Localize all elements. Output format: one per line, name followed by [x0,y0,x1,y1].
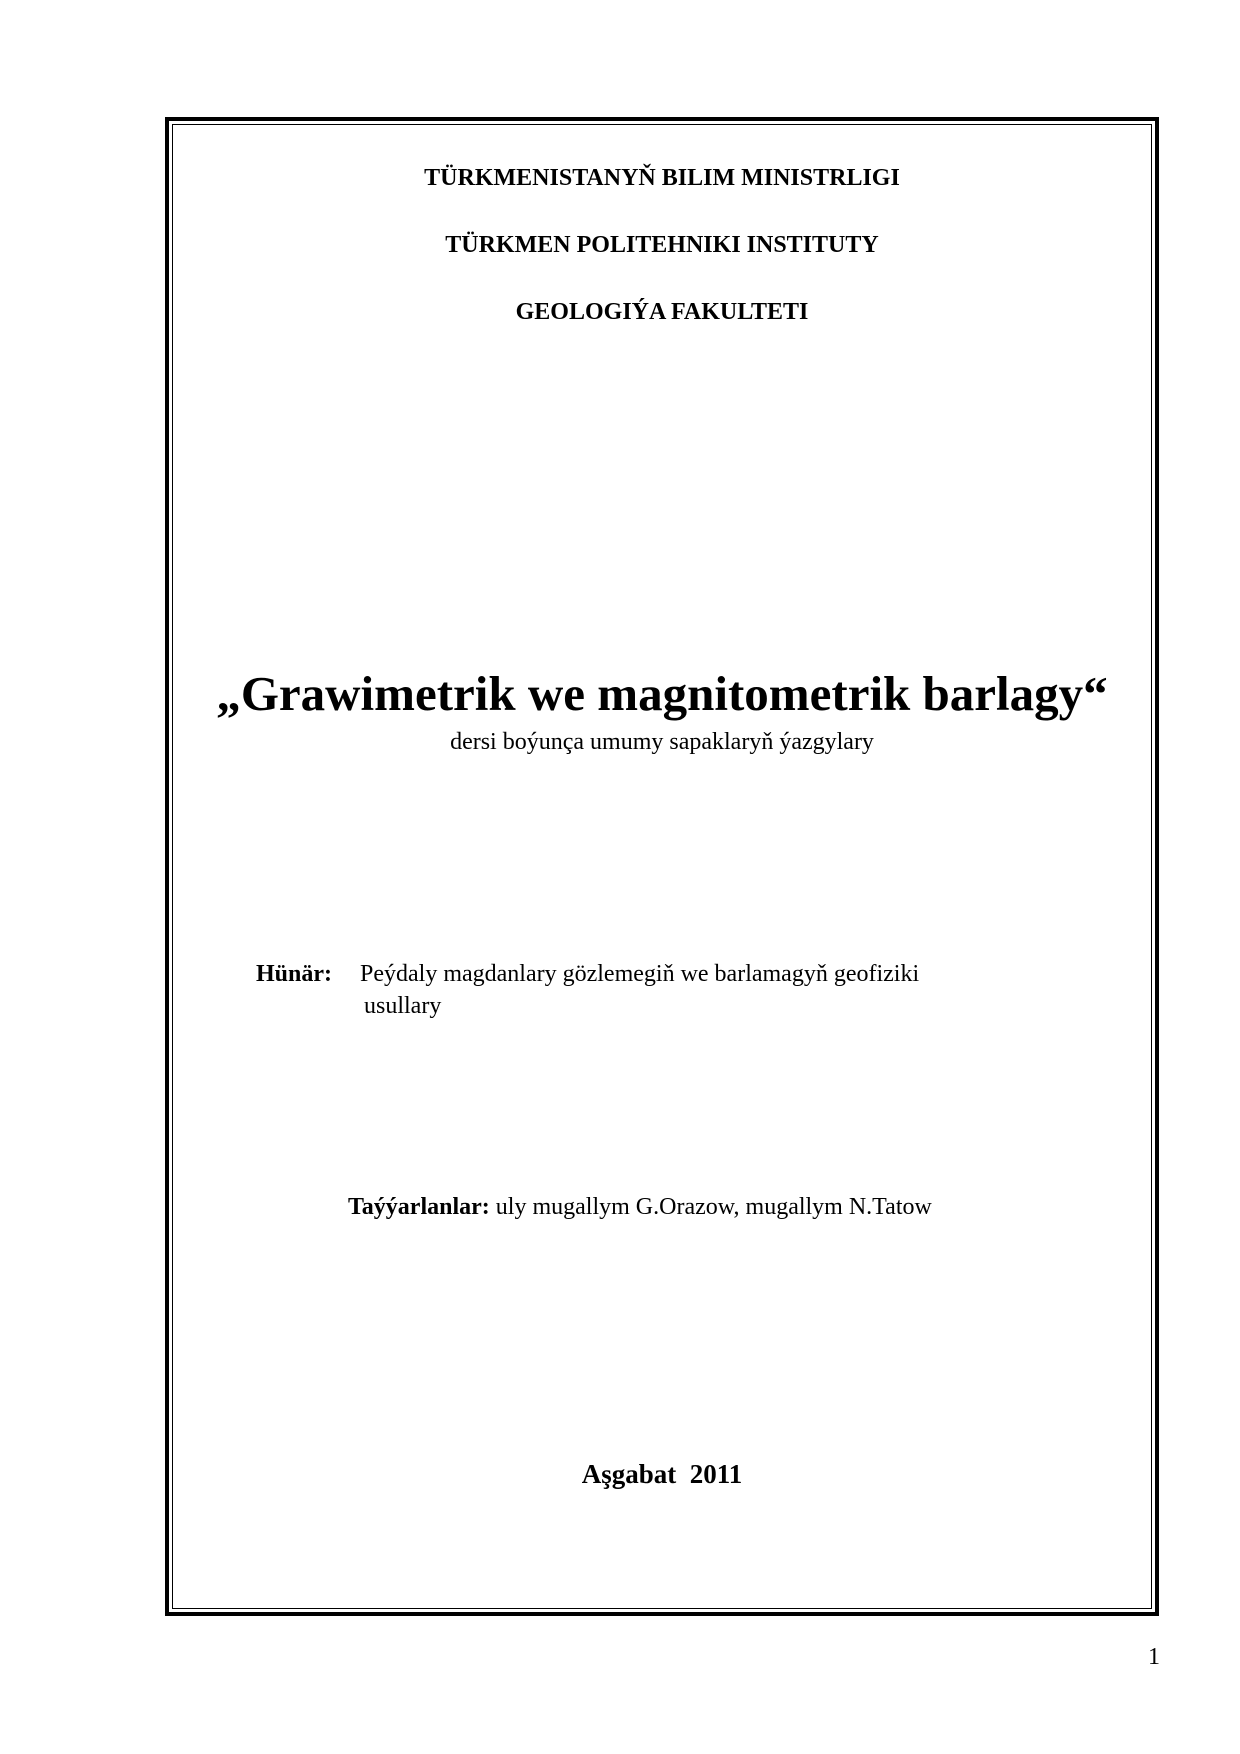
document-subtitle: dersi boýunça umumy sapaklaryň ýazgylary [450,729,874,755]
authors-label: Taýýarlanlar: [348,1194,490,1220]
specialty-text-1: Peýdaly magdanlary gözlemegiň we barlamagyň geofiziki [360,961,920,987]
document-title: „Grawimetrik we magnitometrik barlagy“ [216,666,1108,721]
specialty-block [256,958,1076,1022]
institute-heading: TÜRKMEN POLITEHNIKI INSTITUTY [445,232,879,258]
authors-names: uly mugallym G.Orazow, mugallym N.Tatow [495,1194,932,1220]
authors-block [348,1192,1128,1222]
specialty-label: Hünär: [256,961,333,987]
place-and-year: Aşgabat 2011 [581,1459,743,1489]
page-border-inner [172,124,1152,1609]
faculty-heading: GEOLOGIÝA FAKULTETI [515,299,809,325]
page-number: 1 [1148,1644,1160,1670]
specialty-text-2: usullary [364,993,442,1019]
specialty-line-1 [256,958,1076,990]
ministry-heading: TÜRKMENISTANYŇ BILIM MINISTRLIGI [424,165,900,191]
